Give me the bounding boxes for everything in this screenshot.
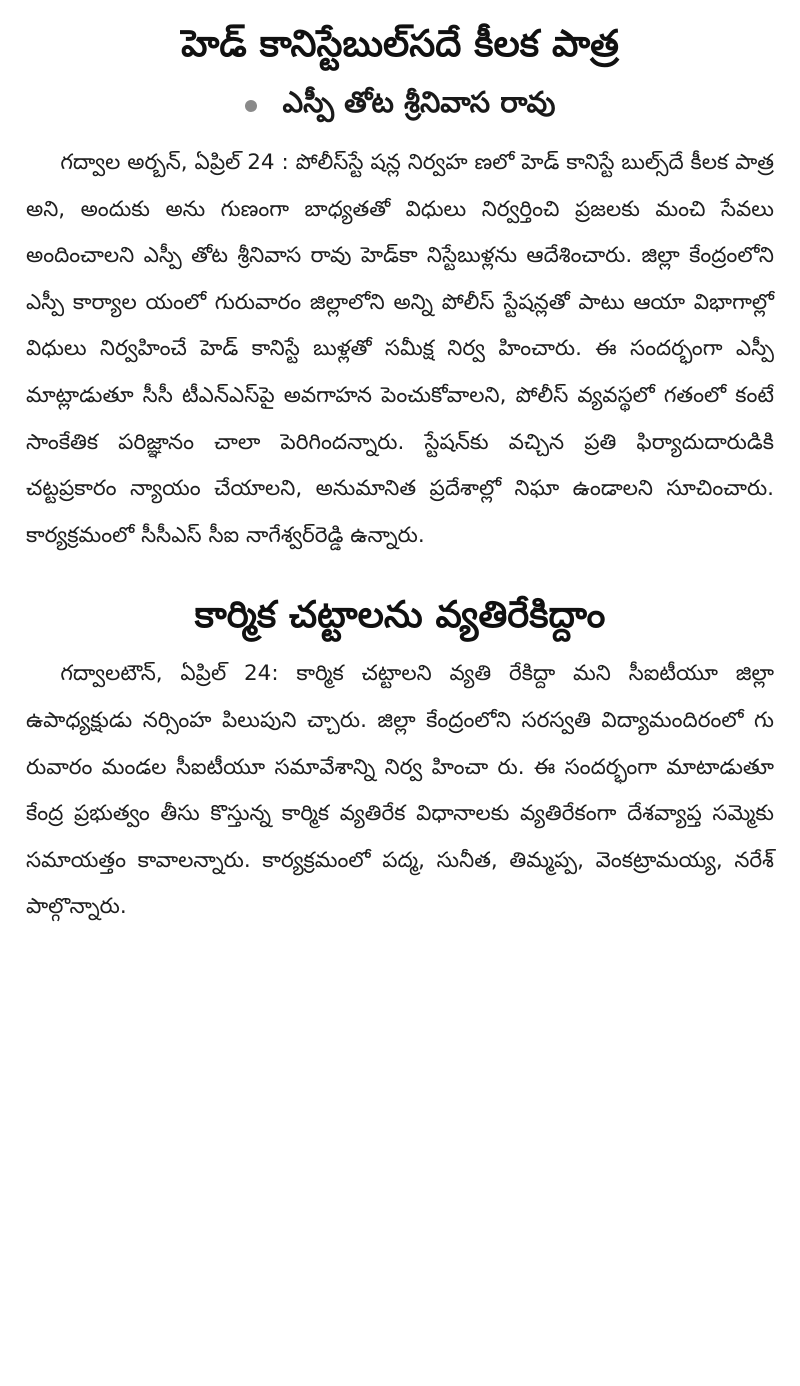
article-1-byline-text: ఎస్పీ తోట శ్రీనివాస రావు xyxy=(282,85,556,119)
article-1-headline: హెడ్ కానిస్టేబుల్‌సదే కీలక పాత్ర xyxy=(181,22,619,65)
bullet-icon xyxy=(245,100,257,112)
article-2-body: గద్వాలటౌన్, ఏప్రిల్ 24: కార్మిక చట్టాలని వ్యతి రేకిద్దా మని సీఐటీయూ జిల్లా ఉపాధ్యక్షుడు నర్సింహ పిలుపుని చ్చారు. జిల్లా కేంద్రంలోని సరస్వతి విద్యామందిరంలో గు రువారం మండల సీఐటీయూ సమావేశాన్ని నిర్వ హించా రు. ఈ సందర్భంగా మాటాడుతూ కేంద్ర ప్రభుత్వం తీసు కొస్తున్న కార్మిక వ్యతిరేక విధానాలకు వ్యతిరేకంగా దేశవ్యాప్త సమ్మెకు సమాయత్తం కావాలన్నారు. కార్యక్రమంలో పద్మ, సునీత, తిమ్మప్ప, వెంకట్రామయ్య, నరేశ్ పాల్గొన్నారు. xyxy=(26,661,774,920)
article-1-body: గద్వాల అర్బన్, ఏప్రిల్ 24 : పోలీస్‌స్టే షన్ల నిర్వహ ణలో హెడ్ కానిస్టే బుల్స్‌దే కీలక పాత్ర అని, అందుకు అను గుణంగా బాధ్యతతో విధులు నిర్వర్తించి ప్రజలకు మంచి సేవలు అందించాలని ఎస్పీ తోట శ్రీనివాస రావు హెడ్‌కా నిస్టేబుళ్లను ఆదేశించారు. జిల్లా కేంద్రంలోని ఎస్పీ కార్యాల యంలో గురువారం జిల్లాలోని అన్ని పోలీస్ స్టేషన్లతో పాటు ఆయా విభాగాల్లో విధులు నిర్వహించే హెడ్ కానిస్టే బుళ్లతో సమీక్ష నిర్వ హించారు. ఈ సందర్భంగా ఎస్పీ మాట్లాడుతూ సీసీ టీఎన్ఎస్‌పై అవగాహన పెంచుకోవాలని, పోలీస్ వ్యవస్థలో గతంలో కంటే సాంకేతిక పరిజ్ఞానం చాలా పెరిగిందన్నారు. స్టేషన్‌కు వచ్చిన ప్రతి ఫిర్యాదుదారుడికి చట్టప్రకారం న్యాయం చేయాలని, అనుమానిత ప్రదేశాల్లో నిఘా ఉండాలని సూచించారు. కార్యక్రమంలో సీసీఎస్ సీఐ నాగేశ్వర్‌రెడ్డి ఉన్నారు. xyxy=(26,150,774,548)
article-1-byline xyxy=(26,76,774,136)
article-2-headline: కార్మిక చట్టాలను వ్యతిరేకిద్దాం xyxy=(194,593,606,637)
